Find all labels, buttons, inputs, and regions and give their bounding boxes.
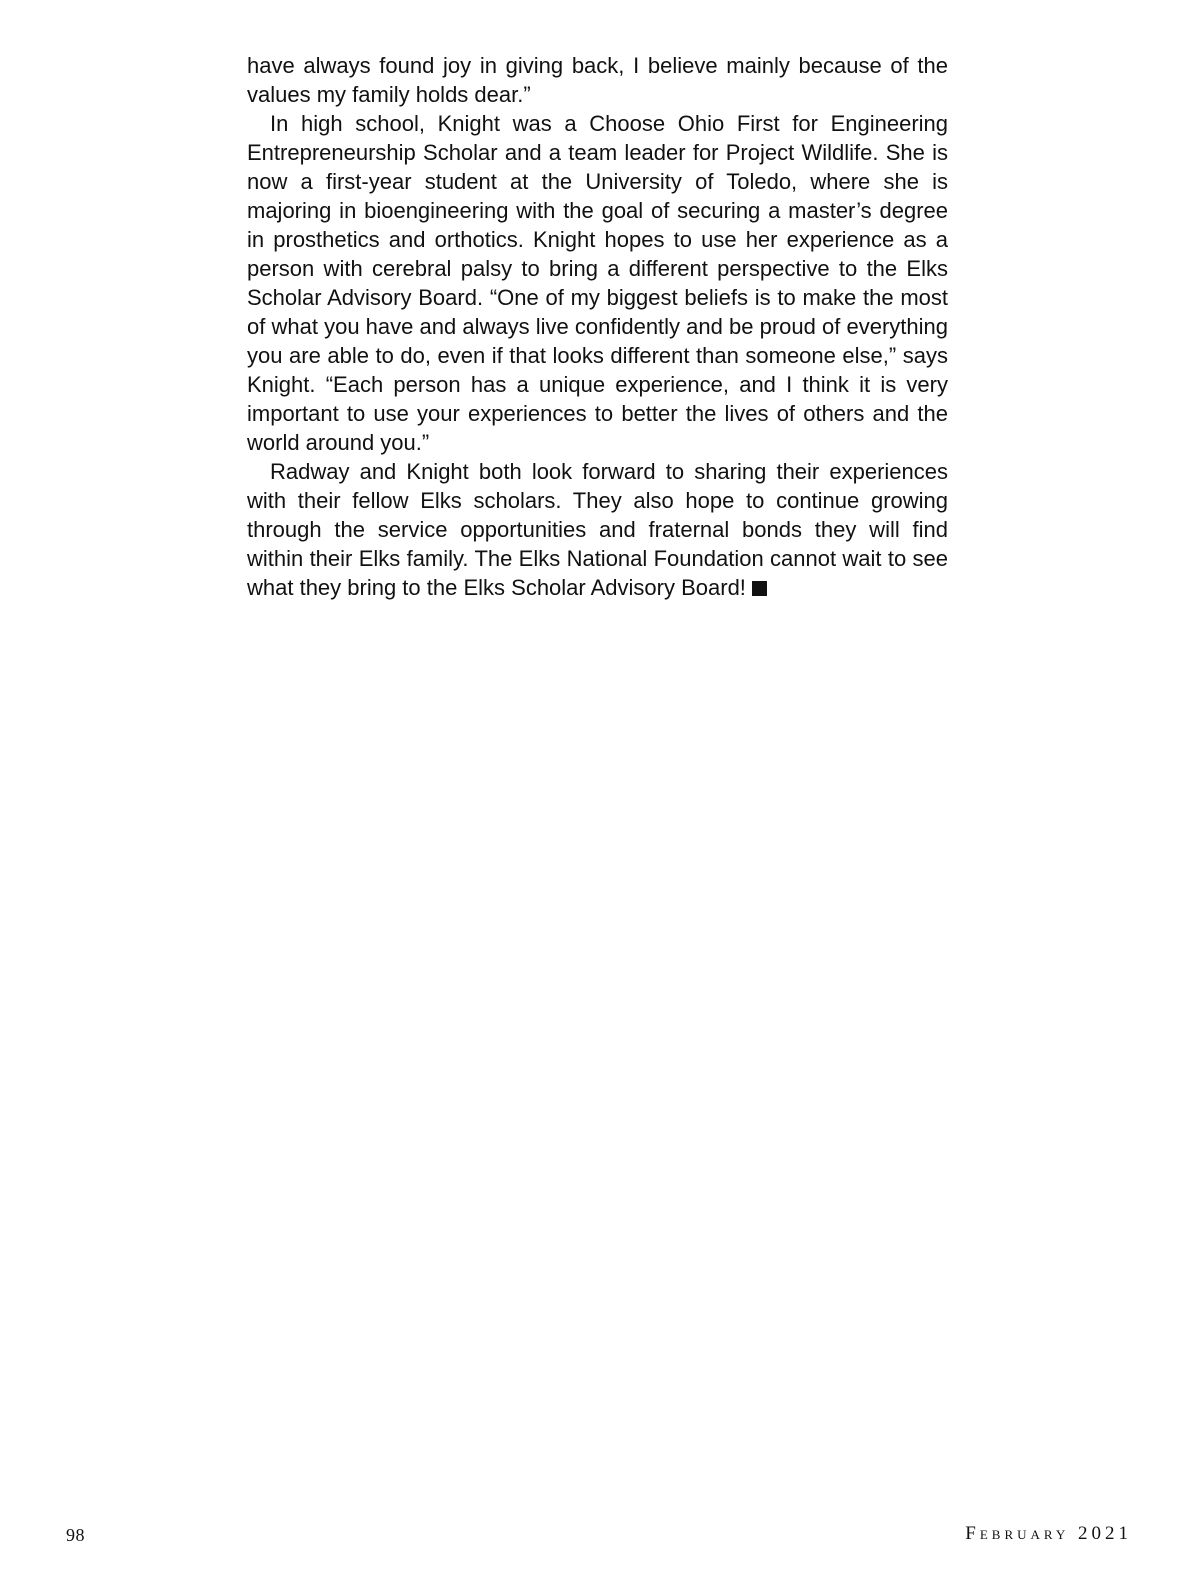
page-number: 98 [66,1525,85,1545]
paragraph-closing-text: Radway and Knight both look forward to sharing their experiences with their fellow Elks scholars. They also hope to continue growing through the service opportunities and fraternal bonds they will find within their Elks family. The Elks National Foundation cannot wait to see what they bring to the Elks Scholar Advisory Board! [247,459,948,600]
end-of-article-mark [752,581,767,596]
paragraph-continued: have always found joy in giving back, I believe mainly because of the values my family holds dear.” [247,53,948,107]
article-body [247,51,948,602]
paragraph-knight-bio: In high school, Knight was a Choose Ohio First for Engineering Entrepreneurship Scholar and a team leader for Project Wildlife. She is now a first-year student at the University of Toledo, where she is majoring in bioengineering with the goal of securing a master’s degree in prosthetics and orthotics. Knight hopes to use her experience as a person with cerebral palsy to bring a different perspective to the Elks Scholar Advisory Board. “One of my biggest beliefs is to make the most of what you have and always live confidently and be proud of everything you are able to do, even if that looks different than someone else,” says Knight. “Each person has a unique experience, and I think it is very important to use your experiences to better the lives of others and the world around you.” [247,111,948,455]
paragraph-closing [247,457,948,602]
issue-date: February 2021 [965,1523,1132,1544]
